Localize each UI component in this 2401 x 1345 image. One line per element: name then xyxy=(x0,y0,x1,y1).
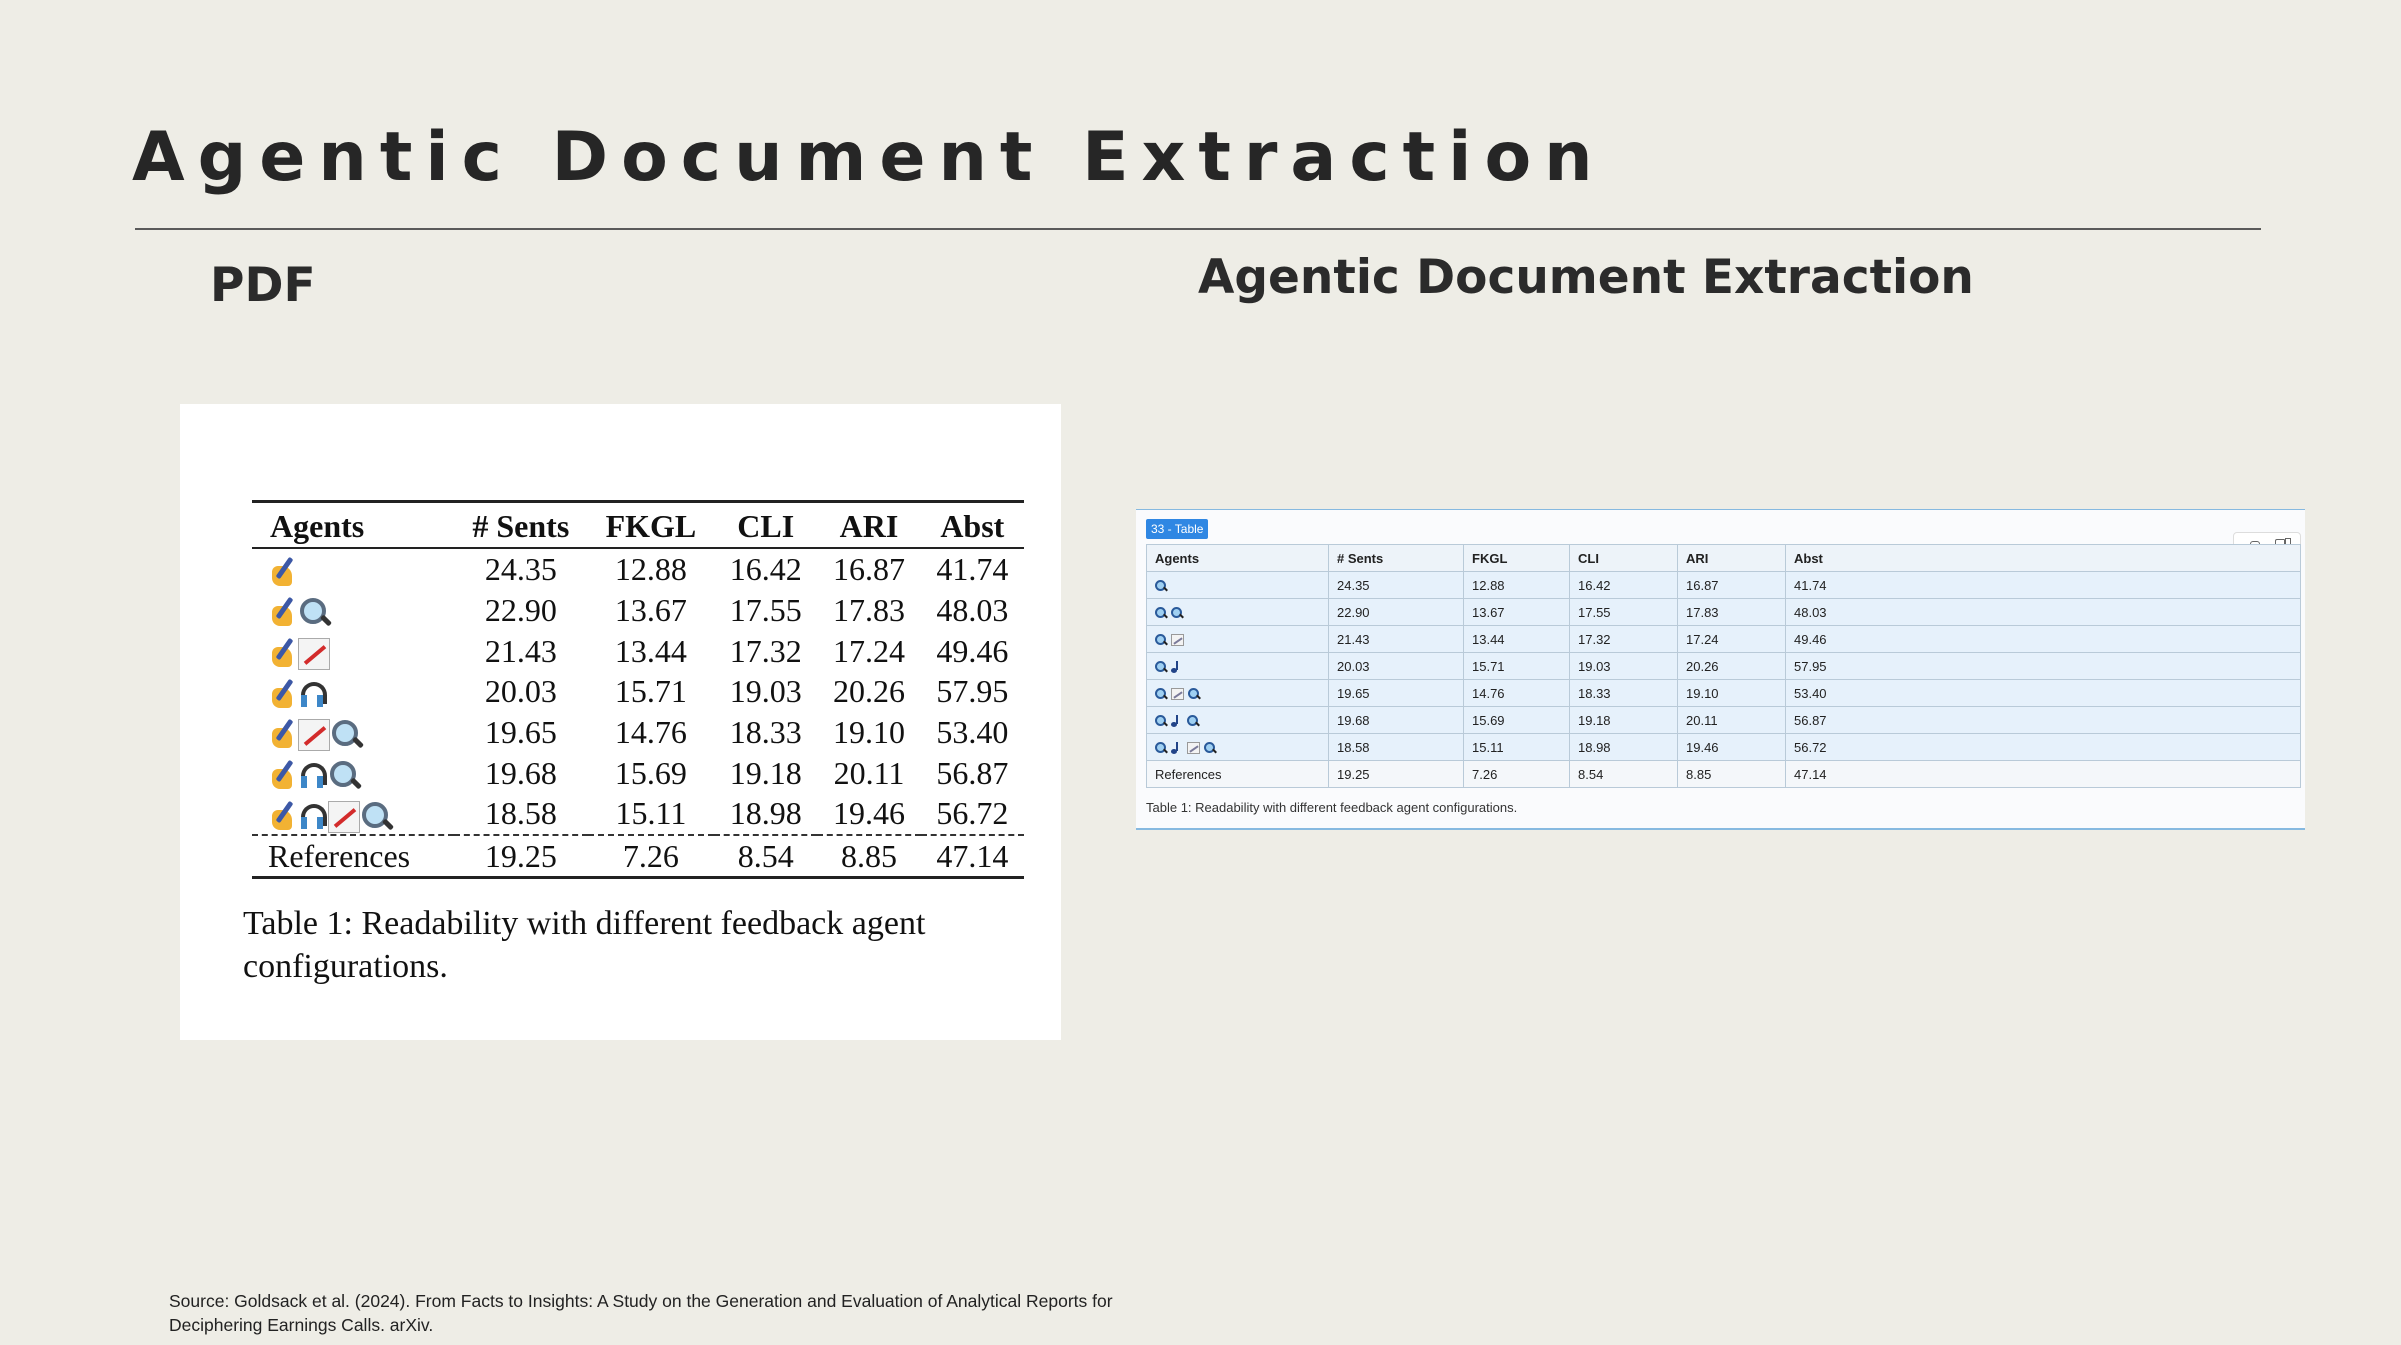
value-cell: 15.11 xyxy=(588,793,714,835)
agents-cell xyxy=(1147,680,1329,707)
value-cell: 24.35 xyxy=(1329,572,1464,599)
table-row xyxy=(1147,680,2301,707)
table-row xyxy=(1147,572,2301,599)
value-cell: 22.90 xyxy=(1329,599,1464,626)
value-cell: 20.26 xyxy=(1678,653,1786,680)
agents-cell xyxy=(252,793,454,835)
table-row xyxy=(252,630,1024,671)
source-citation: Source: Goldsack et al. (2024). From Facts to Insights: A Study on the Generation and Evaluation of Analytical Reports for Deciphering Earnings Calls. arXiv. xyxy=(169,1291,1113,1335)
value-cell: 12.88 xyxy=(614,551,687,588)
slide-title: Agentic Document Extraction xyxy=(132,118,1606,197)
ade-header-cell: # Sents xyxy=(1329,545,1464,572)
references-label: References xyxy=(268,837,411,874)
table-row xyxy=(252,752,1024,793)
magnifier-icon xyxy=(330,718,364,752)
table-row xyxy=(252,793,1024,835)
writing-hand-icon xyxy=(268,800,298,834)
headphones-icon xyxy=(298,801,328,833)
pdf-header-row xyxy=(252,502,1024,549)
writing-hand-icon xyxy=(268,678,298,712)
value-cell: 21.43 xyxy=(1329,626,1464,653)
chart-icon xyxy=(1171,688,1184,700)
ade-header-row xyxy=(1147,545,2301,572)
agents-cell xyxy=(1147,572,1329,599)
pdf-caption: Table 1: Readability with different feedback agent configurations. xyxy=(243,905,926,985)
value-cell: 17.55 xyxy=(729,591,802,628)
ade-table-chunk[interactable] xyxy=(1136,509,2305,830)
pdf-table-image xyxy=(180,404,1061,1040)
table-row xyxy=(252,712,1024,753)
agents-cell xyxy=(1147,626,1329,653)
pdf-header-cell: CLI xyxy=(737,508,795,544)
value-cell: 15.11 xyxy=(1464,734,1570,761)
value-cell: 8.85 xyxy=(840,837,897,874)
value-cell: 16.87 xyxy=(832,551,905,588)
value-cell: 53.40 xyxy=(936,713,1009,750)
agents-cell xyxy=(252,712,454,753)
agents-cell xyxy=(252,590,454,631)
value-cell: 56.72 xyxy=(1786,734,2301,761)
value-cell: 19.25 xyxy=(1329,761,1464,788)
magnifier-right-icon xyxy=(1187,715,1199,727)
title-divider xyxy=(135,228,2261,230)
magnifier-right-icon xyxy=(1204,742,1216,754)
magnifier-icon xyxy=(1155,715,1167,727)
value-cell: 19.65 xyxy=(484,713,557,750)
writing-hand-icon xyxy=(268,718,298,752)
writing-hand-icon xyxy=(268,637,298,671)
value-cell: 17.32 xyxy=(729,632,802,669)
value-cell: 19.68 xyxy=(484,754,557,791)
value-cell: 48.03 xyxy=(936,591,1009,628)
pdf-header-cell: Agents xyxy=(270,508,365,544)
value-cell: 8.85 xyxy=(1678,761,1786,788)
agents-cell xyxy=(1147,734,1329,761)
value-cell: 17.55 xyxy=(1570,599,1678,626)
value-cell: 57.95 xyxy=(1786,653,2301,680)
value-cell: 19.18 xyxy=(729,754,802,791)
value-cell: 19.18 xyxy=(1570,707,1678,734)
value-cell: 24.35 xyxy=(484,551,557,588)
magnifier-right-icon xyxy=(1188,688,1200,700)
music-note-icon xyxy=(1171,661,1183,673)
value-cell: 18.98 xyxy=(1570,734,1678,761)
value-cell: 13.67 xyxy=(614,591,687,628)
value-cell: 20.11 xyxy=(1678,707,1786,734)
value-cell: 56.87 xyxy=(936,754,1009,791)
value-cell: 41.74 xyxy=(936,551,1009,588)
value-cell: 13.44 xyxy=(1464,626,1570,653)
chart-icon xyxy=(1187,742,1200,754)
value-cell: 19.46 xyxy=(1678,734,1786,761)
value-cell: 21.43 xyxy=(484,632,557,669)
value-cell: 8.54 xyxy=(737,837,794,874)
table-row xyxy=(252,671,1024,712)
value-cell: 18.58 xyxy=(1329,734,1464,761)
value-cell: 18.58 xyxy=(454,793,588,835)
ade-header-cell: Agents xyxy=(1147,545,1329,572)
value-cell: 15.71 xyxy=(1464,653,1570,680)
value-cell: 17.24 xyxy=(832,632,905,669)
magnifier-icon xyxy=(360,800,394,834)
magnifier-icon xyxy=(1155,580,1167,592)
chart-icon xyxy=(298,638,330,670)
value-cell: 53.40 xyxy=(1786,680,2301,707)
table-row xyxy=(1147,734,2301,761)
value-cell: 13.44 xyxy=(614,632,687,669)
pdf-header-cell: ARI xyxy=(839,508,899,544)
value-cell: 16.42 xyxy=(1570,572,1678,599)
value-cell: 15.69 xyxy=(1464,707,1570,734)
table-row xyxy=(1147,626,2301,653)
agents-cell xyxy=(1147,707,1329,734)
value-cell: 18.33 xyxy=(729,713,802,750)
value-cell: 19.10 xyxy=(832,713,905,750)
value-cell: 16.87 xyxy=(1678,572,1786,599)
table-row xyxy=(1147,653,2301,680)
value-cell: 19.68 xyxy=(1329,707,1464,734)
value-cell: 18.98 xyxy=(714,793,817,835)
magnifier-icon xyxy=(1155,607,1167,619)
value-cell: 19.25 xyxy=(484,837,557,874)
pdf-header-cell: FKGL xyxy=(605,508,697,544)
magnifier-icon xyxy=(1155,634,1167,646)
pdf-table xyxy=(252,500,1024,879)
pdf-header-cell: # Sents xyxy=(472,508,570,544)
magnifier-icon xyxy=(1155,688,1167,700)
agents-cell xyxy=(252,671,454,712)
value-cell: 49.46 xyxy=(1786,626,2301,653)
value-cell: 19.65 xyxy=(1329,680,1464,707)
value-cell: 41.74 xyxy=(1786,572,2301,599)
chunk-label: 33 - Table xyxy=(1146,519,1208,539)
value-cell: 47.14 xyxy=(936,837,1009,874)
value-cell: 14.76 xyxy=(1464,680,1570,707)
ade-heading: Agentic Document Extraction xyxy=(1198,250,1974,305)
table-row xyxy=(252,590,1024,631)
chart-icon xyxy=(1171,634,1184,646)
chart-icon xyxy=(298,719,330,751)
references-label: References xyxy=(1147,761,1329,788)
value-cell: 47.14 xyxy=(1786,761,2301,788)
table-row xyxy=(1147,599,2301,626)
pdf-heading: PDF xyxy=(210,258,316,313)
magnifier-icon xyxy=(1155,742,1167,754)
magnifier-right-icon xyxy=(1171,607,1183,619)
value-cell: 20.03 xyxy=(1329,653,1464,680)
value-cell: 8.54 xyxy=(1570,761,1678,788)
music-note-icon xyxy=(1171,742,1183,754)
value-cell: 17.83 xyxy=(832,591,905,628)
value-cell: 17.32 xyxy=(1570,626,1678,653)
writing-hand-icon xyxy=(268,596,298,630)
chart-icon xyxy=(328,801,360,833)
value-cell: 12.88 xyxy=(1464,572,1570,599)
value-cell: 19.46 xyxy=(817,793,920,835)
agents-cell xyxy=(1147,599,1329,626)
table-row xyxy=(1147,707,2301,734)
references-row xyxy=(1147,761,2301,788)
writing-hand-icon xyxy=(268,556,298,590)
ade-caption: Table 1: Readability with different feedback agent configurations. xyxy=(1146,800,1518,815)
magnifier-icon xyxy=(328,759,362,793)
value-cell: 48.03 xyxy=(1786,599,2301,626)
value-cell: 17.83 xyxy=(1678,599,1786,626)
value-cell: 56.72 xyxy=(921,793,1024,835)
value-cell: 17.24 xyxy=(1678,626,1786,653)
value-cell: 20.26 xyxy=(832,673,905,710)
agents-cell xyxy=(252,752,454,793)
music-note-icon xyxy=(1171,715,1183,727)
ade-header-cell: FKGL xyxy=(1464,545,1570,572)
value-cell: 57.95 xyxy=(936,673,1009,710)
ade-header-cell: CLI xyxy=(1570,545,1678,572)
magnifier-icon xyxy=(1155,661,1167,673)
pdf-header-cell: Abst xyxy=(940,508,1005,544)
value-cell: 15.71 xyxy=(614,673,687,710)
value-cell: 20.11 xyxy=(833,754,905,791)
headphones-icon xyxy=(298,679,328,711)
agents-cell xyxy=(252,630,454,671)
value-cell: 13.67 xyxy=(1464,599,1570,626)
value-cell: 22.90 xyxy=(484,591,557,628)
value-cell: 19.03 xyxy=(729,673,802,710)
headphones-icon xyxy=(298,760,328,792)
ade-header-cell: ARI xyxy=(1678,545,1786,572)
value-cell: 7.26 xyxy=(1464,761,1570,788)
value-cell: 7.26 xyxy=(622,837,679,874)
table-row xyxy=(252,548,1024,590)
value-cell: 14.76 xyxy=(614,713,687,750)
magnifier-icon xyxy=(298,596,332,630)
value-cell: 18.33 xyxy=(1570,680,1678,707)
value-cell: 20.03 xyxy=(484,673,557,710)
value-cell: 19.03 xyxy=(1570,653,1678,680)
value-cell: 15.69 xyxy=(614,754,687,791)
ade-table xyxy=(1146,544,2301,788)
value-cell: 56.87 xyxy=(1786,707,2301,734)
agents-cell xyxy=(1147,653,1329,680)
writing-hand-icon xyxy=(268,759,298,793)
value-cell: 19.10 xyxy=(1678,680,1786,707)
value-cell: 49.46 xyxy=(936,632,1009,669)
value-cell: 16.42 xyxy=(729,551,802,588)
agents-cell xyxy=(252,548,454,590)
ade-header-cell: Abst xyxy=(1786,545,2301,572)
references-row xyxy=(252,835,1024,878)
